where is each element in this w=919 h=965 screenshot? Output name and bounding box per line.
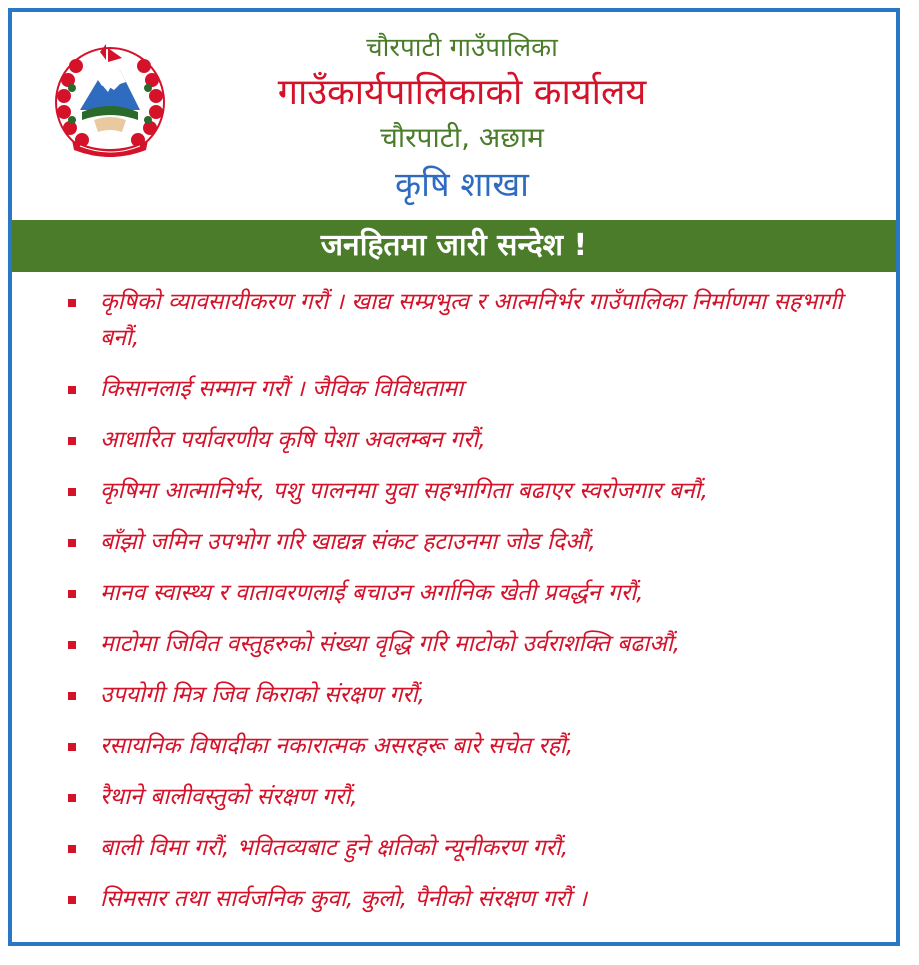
bullet-icon <box>68 845 76 853</box>
bullet-icon <box>68 437 76 445</box>
bullet-icon <box>68 896 76 904</box>
list-item-text: किसानलाई सम्मान गरौं । जैविक विविधतामा <box>100 376 464 402</box>
section-title: कृषि शाखा <box>395 165 529 205</box>
list-item <box>12 473 896 509</box>
notice-banner: जनहितमा जारी सन्देश ! <box>12 220 896 272</box>
list-item-text: रैथाने बालीवस्तुको संरक्षण गरौं, <box>100 784 358 810</box>
list-item-text: कृषिमा आत्मानिर्भर, पशु पालनमा युवा सहभागिता बढाएर स्वरोजगार बनौं, <box>100 478 708 504</box>
list-item <box>12 728 896 764</box>
list-item <box>12 371 896 407</box>
list-item <box>12 422 896 458</box>
list-item <box>12 626 896 662</box>
bullet-icon <box>68 794 76 802</box>
list-item-text: कृषिको व्यावसायीकरण गरौं । खाद्य सम्प्रभुत्व र आत्मनिर्भर गाउँपालिका निर्माणमा सहभागी बनौं, <box>100 289 843 351</box>
message-list <box>12 284 896 932</box>
bullet-icon <box>68 743 76 751</box>
list-item-text: रसायनिक विषादीका नकारात्मक असरहरू बारे सचेत रहौं, <box>100 733 574 759</box>
list-item <box>12 524 896 560</box>
bullet-icon <box>68 539 76 547</box>
list-item-text: मानव स्वास्थ्य र वातावरणलाई बचाउन अर्गानिक खेती प्रवर्द्धन गरौं, <box>100 580 644 606</box>
bullet-icon <box>68 641 76 649</box>
list-item <box>12 881 896 917</box>
nepal-government-emblem-icon <box>50 40 170 160</box>
list-item-text: सिमसार तथा सार्वजनिक कुवा, कुलो, पैनीको संरक्षण गरौं । <box>100 886 587 912</box>
list-item <box>12 284 896 356</box>
bullet-icon <box>68 488 76 496</box>
bullet-icon <box>68 299 76 307</box>
notice-frame <box>8 8 900 946</box>
office-address: चौरपाटी, अछाम <box>380 121 544 154</box>
bullet-icon <box>68 590 76 598</box>
list-item-text: बाली विमा गरौं, भवितव्यबाट हुने क्षतिको न्यूनीकरण गरौं, <box>100 835 569 861</box>
list-item-text: माटोमा जिवित वस्तुहरुको संख्या वृद्धि गरि माटोको उर्वराशक्ति बढाऔं, <box>100 631 681 657</box>
list-item <box>12 677 896 713</box>
list-item <box>12 575 896 611</box>
list-item-text: बाँझो जमिन उपभोग गरि खाद्यन्न संकट हटाउनमा जोड दिऔं, <box>100 529 596 555</box>
bullet-icon <box>68 386 76 394</box>
list-item <box>12 779 896 815</box>
office-title: गाउँकार्यपालिकाको कार्यालय <box>277 72 647 113</box>
bullet-icon <box>68 692 76 700</box>
list-item <box>12 830 896 866</box>
list-item-text: आधारित पर्यावरणीय कृषि पेशा अवलम्बन गरौं, <box>100 427 486 453</box>
list-item-text: उपयोगी मित्र जिव किराको संरक्षण गरौं, <box>100 682 425 708</box>
municipality-name: चौरपाटी गाउँपालिका <box>366 33 558 63</box>
